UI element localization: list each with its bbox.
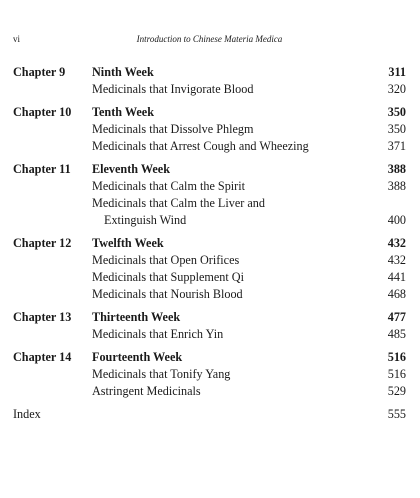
page-number: 388 — [387, 162, 406, 176]
page-number: 350 — [387, 122, 406, 136]
chapter-label: Chapter 12 — [13, 236, 72, 250]
entry-title: Medicinals that Open Orifices — [92, 253, 240, 267]
page-number: 441 — [387, 270, 406, 284]
entry-title: Medicinals that Arrest Cough and Wheezing — [92, 139, 309, 153]
page-number: 485 — [387, 327, 406, 341]
entry-title: Medicinals that Nourish Blood — [92, 287, 243, 301]
toc-entry[interactable] — [13, 252, 406, 269]
toc-entry[interactable] — [13, 269, 406, 286]
chapter-label: Chapter 9 — [13, 65, 66, 79]
page-number: 555 — [387, 407, 406, 421]
toc-chapter-11 — [13, 161, 406, 229]
toc-week-row[interactable] — [13, 309, 406, 326]
toc-entry[interactable] — [13, 366, 406, 383]
toc-index-row[interactable] — [13, 406, 406, 423]
toc-chapter-9 — [13, 64, 406, 98]
entry-title — [92, 195, 322, 229]
page-folio: vi — [13, 34, 21, 44]
entry-title: Medicinals that Supplement Qi — [92, 270, 244, 284]
page-number: 400 — [387, 213, 406, 227]
page-number: 468 — [387, 287, 406, 301]
page-number: 477 — [387, 310, 406, 324]
week-title: Fourteenth Week — [92, 350, 183, 364]
week-title: Thirteenth Week — [92, 310, 181, 324]
chapter-label: Chapter 10 — [13, 105, 72, 119]
page-number: 529 — [387, 384, 406, 398]
toc-entry[interactable] — [13, 326, 406, 343]
toc-entry[interactable] — [13, 286, 406, 303]
toc-entry[interactable] — [13, 121, 406, 138]
week-title: Tenth Week — [92, 105, 154, 119]
page-number: 516 — [387, 350, 406, 364]
chapter-label: Chapter 13 — [13, 310, 72, 324]
page-number: 311 — [388, 65, 406, 79]
page-number: 432 — [387, 236, 406, 250]
toc-chapter-13 — [13, 309, 406, 343]
page-number: 350 — [387, 105, 406, 119]
toc-entry[interactable] — [13, 81, 406, 98]
toc-week-row[interactable] — [13, 349, 406, 366]
table-of-contents — [13, 64, 406, 423]
running-header — [13, 34, 406, 48]
page-number: 516 — [387, 367, 406, 381]
page-number: 320 — [387, 82, 406, 96]
entry-title: Astringent Medicinals — [92, 384, 201, 398]
toc-entry[interactable] — [13, 178, 406, 195]
page-number: 371 — [387, 139, 406, 153]
toc-entry[interactable] — [13, 383, 406, 400]
toc-week-row[interactable] — [13, 104, 406, 121]
entry-title-continuation: Extinguish Wind — [104, 213, 187, 227]
index-label: Index — [13, 407, 41, 421]
week-title: Eleventh Week — [92, 162, 170, 176]
toc-entry[interactable] — [13, 138, 406, 155]
page-number: 388 — [387, 179, 406, 193]
toc-week-row[interactable] — [13, 161, 406, 178]
running-title: Introduction to Chinese Materia Medica — [136, 34, 283, 44]
week-title: Twelfth Week — [92, 236, 164, 250]
toc-week-row[interactable] — [13, 64, 406, 81]
week-title: Ninth Week — [92, 65, 154, 79]
chapter-label: Chapter 14 — [13, 350, 72, 364]
entry-title-line: Medicinals that Calm the Liver and — [92, 196, 265, 210]
page-number: 432 — [387, 253, 406, 267]
toc-week-row[interactable] — [13, 235, 406, 252]
entry-title: Medicinals that Enrich Yin — [92, 327, 224, 341]
toc-chapter-10 — [13, 104, 406, 155]
toc-chapter-14 — [13, 349, 406, 400]
toc-entry[interactable] — [13, 195, 406, 229]
entry-title: Medicinals that Tonify Yang — [92, 367, 231, 381]
chapter-label: Chapter 11 — [13, 162, 71, 176]
toc-chapter-12 — [13, 235, 406, 303]
entry-title: Medicinals that Invigorate Blood — [92, 82, 254, 96]
entry-title: Medicinals that Calm the Spirit — [92, 179, 245, 193]
entry-title: Medicinals that Dissolve Phlegm — [92, 122, 254, 136]
